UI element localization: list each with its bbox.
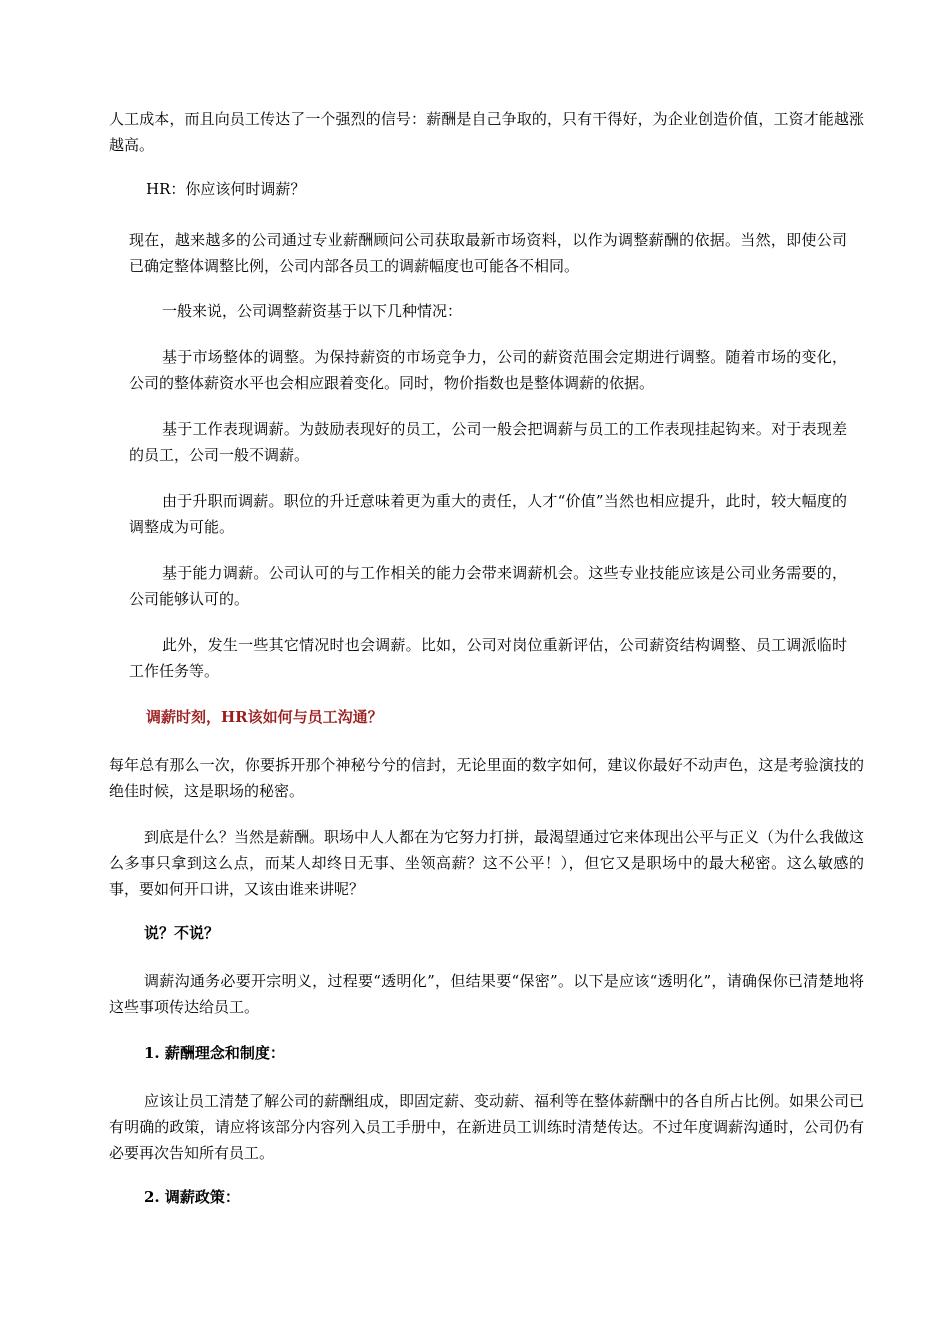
subheading-say-or-not: 说？不说？ — [144, 924, 220, 942]
paragraph-ability-adjustment: 基于能力调薪。公司认可的与工作相关的能力会带来调薪机会。这些专业技能应该是公司业务需要的，公司能够认可的。 — [129, 564, 847, 608]
paragraph-secret-envelope: 每年总有那么一次，你要拆开那个神秘兮兮的信封，无论里面的数字如何，建议你最好不动声色，这是考验演技的绝佳时候，这是职场的秘密。 — [109, 756, 864, 800]
paragraph-labor-cost: 人工成本，而且向员工传达了一个强烈的信号：薪酬是自己争取的，只有干得好，为企业创造价值，工资才能越涨越高。 — [109, 110, 864, 154]
paragraph-other-situations: 此外，发生一些其它情况时也会调薪。比如，公司对岗位重新评估，公司薪资结构调整、员工调派临时工作任务等。 — [129, 636, 847, 680]
paragraph-promotion-adjustment: 由于升职而调薪。职位的升迁意味着更为重大的责任，人才“价值”当然也相应提升，此时，较大幅度的调整成为可能。 — [129, 492, 847, 536]
section-heading-communication: 调薪时刻，HR该如何与员工沟通？ — [146, 708, 383, 726]
paragraph-situations-intro: 一般来说，公司调整薪资基于以下几种情况： — [162, 302, 463, 320]
paragraph-market-adjustment: 基于市场整体的调整。为保持薪资的市场竞争力，公司的薪资范围会定期进行调整。随着市场的变化，公司的整体薪资水平也会相应跟着变化。同时，物价指数也是整体调薪的依据。 — [129, 348, 847, 392]
paragraph-what-is-it: 到底是什么？当然是薪酬。职场中人人都在为它努力打拼，最渴望通过它来体现出公平与正义（为什么我做这么多事只拿到这么点，而某人却终日无事、坐领高薪？这不公平！），但它又是职场中的最大秘密。这么敏感的事，要如何开口讲，又该由谁来讲呢？ — [109, 828, 865, 898]
heading-when-to-adjust: HR：你应该何时调薪？ — [146, 180, 306, 198]
subheading-compensation-philosophy: 1. 薪酬理念和制度： — [144, 1044, 285, 1062]
subheading-adjustment-policy: 2. 调薪政策： — [144, 1188, 240, 1206]
paragraph-compensation-components: 应该让员工清楚了解公司的薪酬组成，即固定薪、变动薪、福利等在整体薪酬中的各自所占比例。如果公司已有明确的政策，请应将该部分内容列入员工手册中，在新进员工训练时清楚传达。不过年度调薪沟通时，公司仍有必要再次告知所有员工。 — [109, 1092, 865, 1162]
paragraph-transparency: 调薪沟通务必要开宗明义，过程要“透明化”，但结果要“保密”。以下是应该“透明化”，请确保你已清楚地将这些事项传达给员工。 — [109, 972, 864, 1016]
paragraph-market-data: 现在，越来越多的公司通过专业薪酬顾问公司获取最新市场资料，以作为调整薪酬的依据。当然，即使公司已确定整体调整比例，公司内部各员工的调薪幅度也可能各不相同。 — [129, 231, 847, 275]
paragraph-performance-adjustment: 基于工作表现调薪。为鼓励表现好的员工，公司一般会把调薪与员工的工作表现挂起钩来。对于表现差的员工，公司一般不调薪。 — [129, 420, 847, 464]
